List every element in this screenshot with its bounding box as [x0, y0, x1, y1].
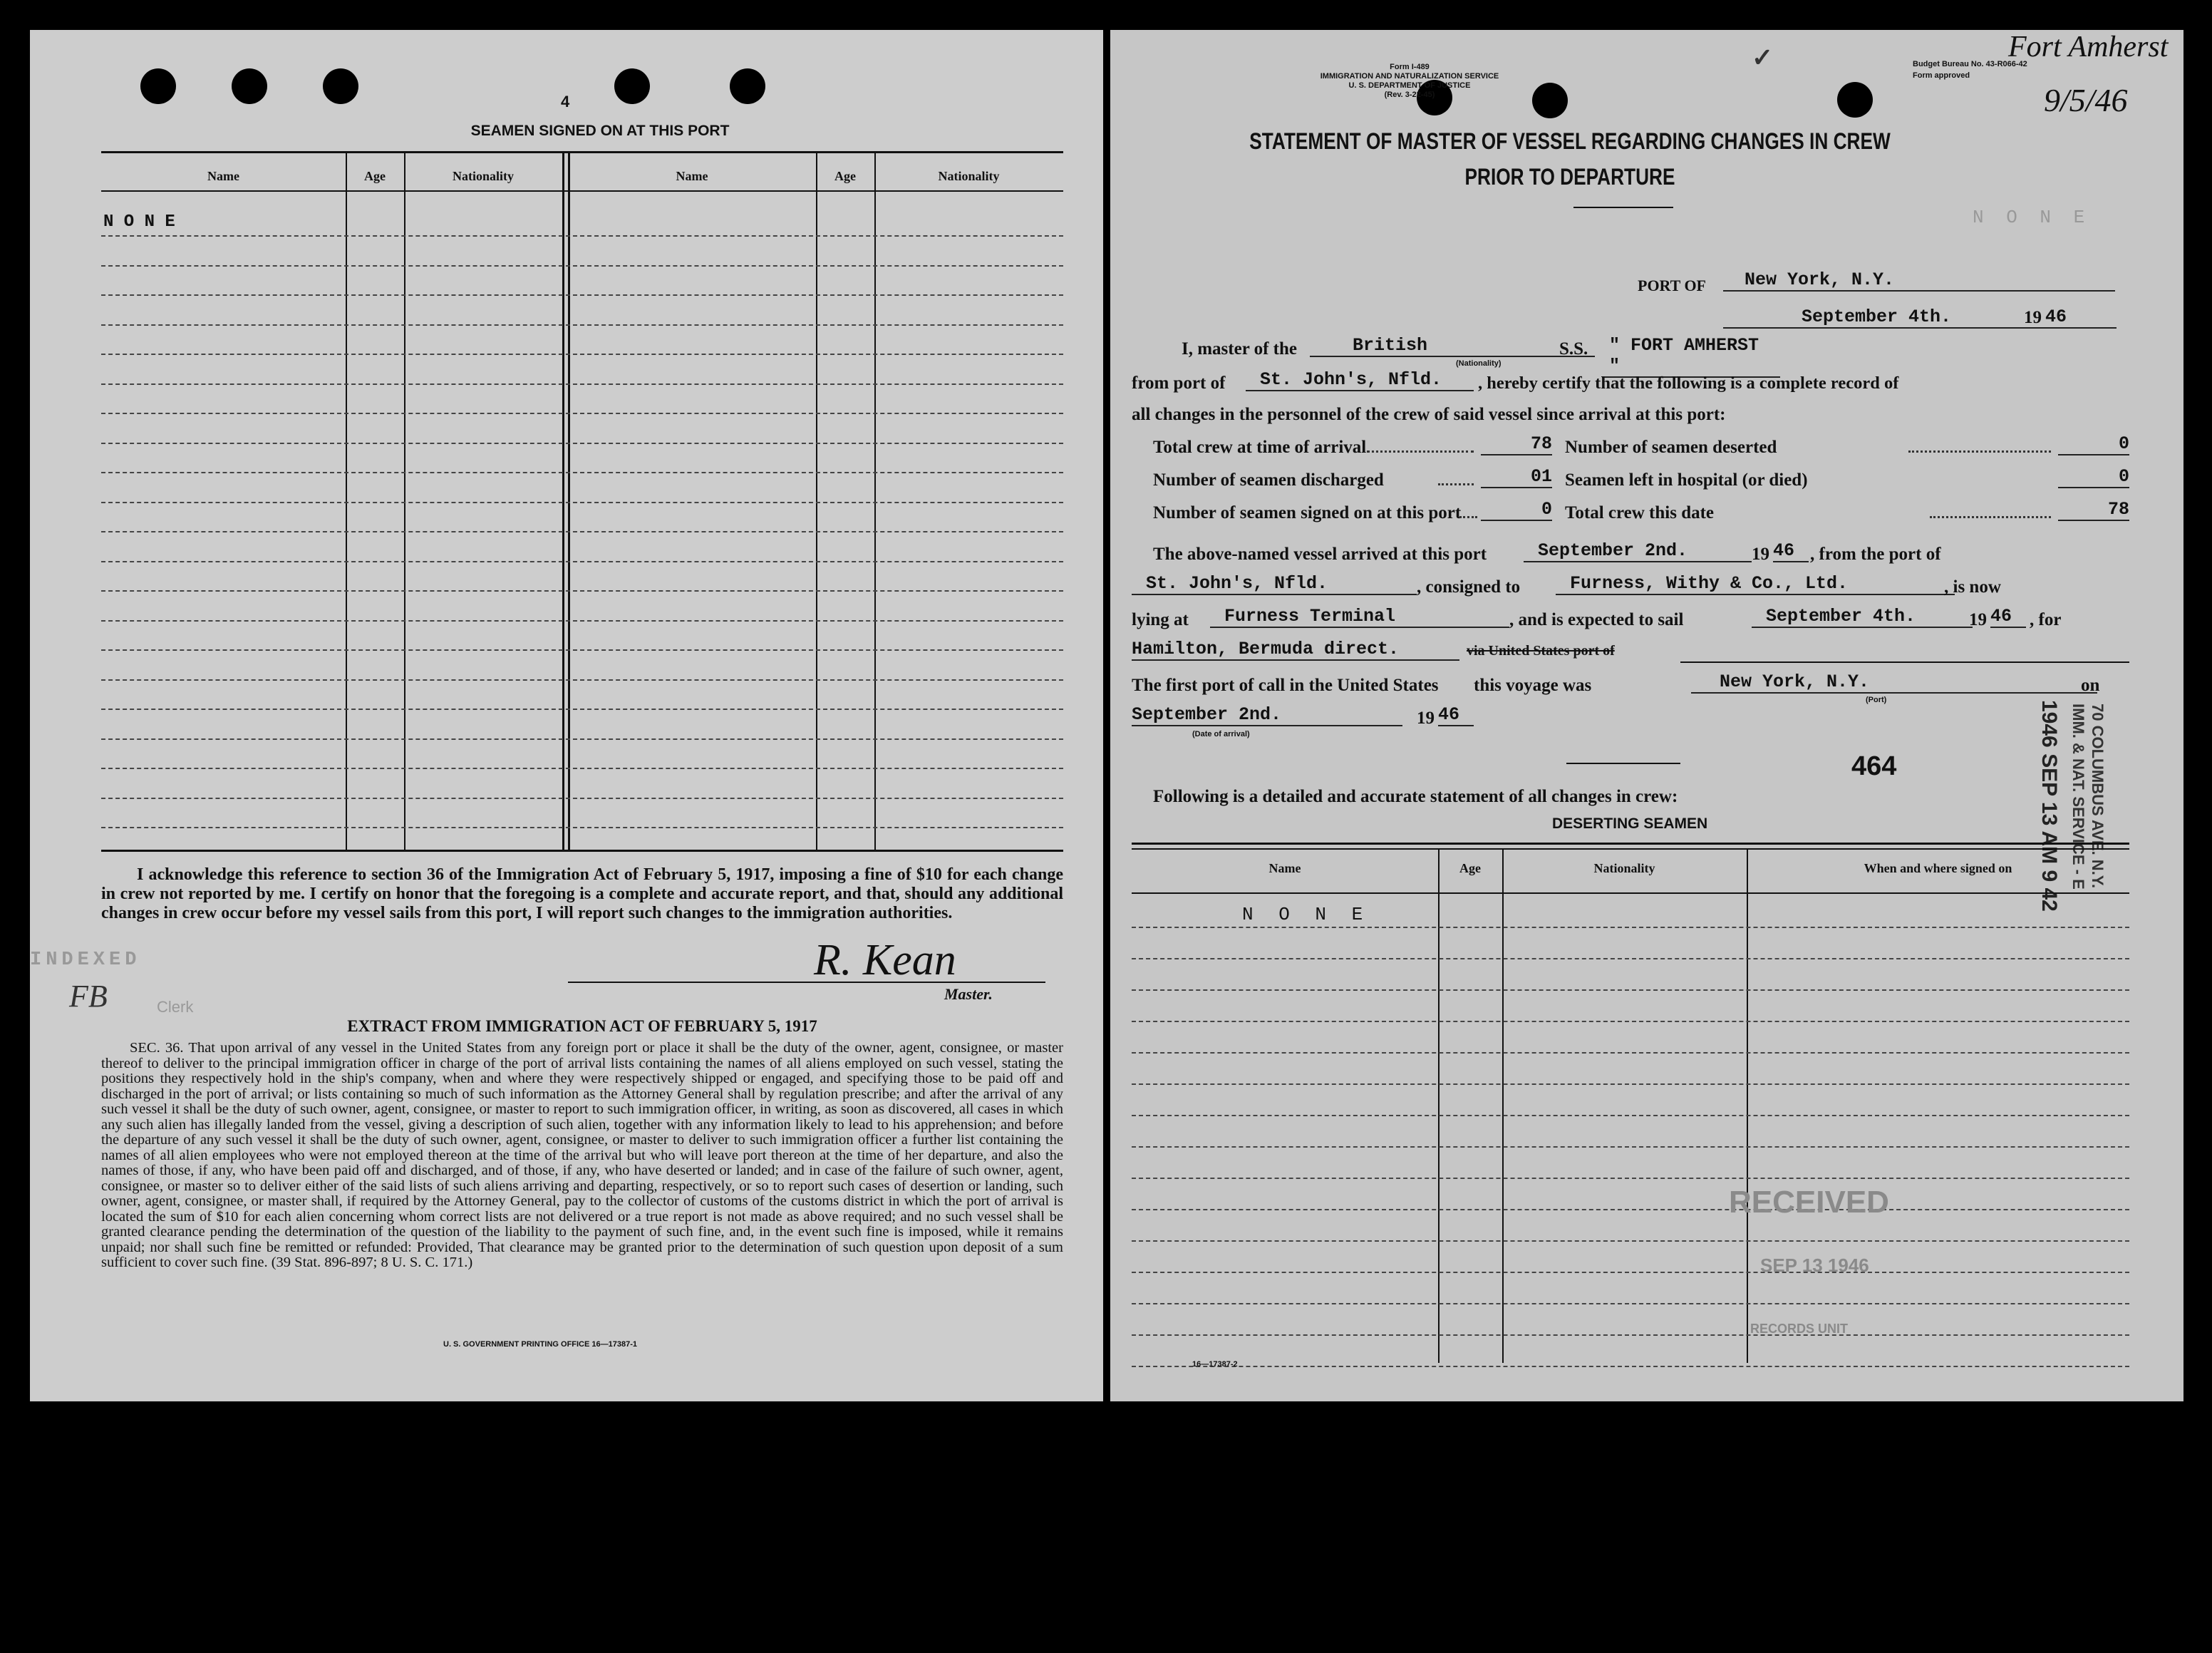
agency-name: IMMIGRATION AND NATURALIZATION SERVICE: [1320, 72, 1499, 81]
table-row: [101, 265, 1063, 267]
total-crew-date-value: 78: [2058, 499, 2129, 521]
consignee-value: Furness, Withy & Co., Ltd.: [1556, 573, 1955, 595]
date-time-stamp: 1946 SEP 13 AM 9 42: [2037, 700, 2061, 912]
stat-label: Number of seamen discharged: [1153, 470, 1384, 490]
table-row: [101, 738, 1063, 740]
consigned-label: , consigned to: [1417, 577, 1521, 597]
column-header-name: Name: [676, 169, 708, 183]
seamen-deserted-value: 0: [2058, 433, 2129, 455]
table-row: [101, 590, 1063, 592]
lying-at-label: lying at: [1132, 610, 1189, 629]
table-row: [101, 235, 1063, 237]
arrived-year-prefix: 19: [1752, 545, 1769, 564]
table-row: [101, 798, 1063, 799]
deserting-table-top: [1132, 843, 2129, 845]
table-row: [101, 413, 1063, 414]
punch-hole: [232, 68, 267, 104]
form-header: [1267, 63, 1552, 100]
on-label: on: [2081, 676, 2100, 695]
indexed-stamp: INDEXED: [30, 949, 141, 971]
document-title: STATEMENT OF MASTER OF VESSEL REGARDING CHANGES IN CREW: [1249, 128, 1891, 154]
form-approved: Form approved: [1913, 71, 1970, 80]
table-row: [101, 768, 1063, 769]
following-text: Following is a detailed and accurate statement of all changes in crew:: [1153, 787, 1678, 806]
arrived-date: September 2nd.: [1524, 540, 1752, 562]
statement-date: September 4th.: [1723, 307, 2094, 329]
section-title: SEAMEN SIGNED ON AT THIS PORT: [470, 123, 730, 139]
table-row: [101, 827, 1063, 828]
deserting-table-top-inner: [1132, 848, 2129, 850]
stat-label: Number of seamen signed on at this port: [1153, 503, 1462, 522]
ship-name: " FORT AMHERST ": [1602, 335, 1780, 378]
seamen-discharged-value: 01: [1481, 466, 1552, 488]
deserting-col-name: Name: [1268, 861, 1301, 875]
records-unit-stamp: RECORDS UNIT: [1750, 1322, 1849, 1336]
port-label: PORT OF: [1638, 277, 1706, 294]
sail-year-prefix: 19: [1969, 610, 1987, 629]
leader-dots: [1908, 450, 2051, 453]
table-row: [1132, 1272, 2129, 1273]
is-now-label: , is now: [1944, 577, 2001, 597]
date-of-arrival-label: (Date of arrival): [1192, 730, 1250, 738]
received-stamp: RECEIVED: [1729, 1185, 1889, 1220]
right-page: [1110, 30, 2183, 1401]
deserting-col-age: Age: [1459, 861, 1481, 875]
sail-date: September 4th.: [1752, 606, 1973, 628]
table-row: [1132, 989, 2129, 991]
extract-text: SEC. 36. That upon arrival of any vessel in the United States from any foreign port or place it shall be the duty of the owner, agent, consignee, or master thereof to deliver to the principal immigration officer in charge of the port of arrival lists containing the names of all aliens employed on such vessel, stating the positions they respectively hold in the ship's company, when and where they were respectively shipped or engaged, and specifying those to be paid off and discharged in the port of arrival; or lists containing so much of such information as the Attorney General shall by regulation prescribe; and after the arrival of any such vessel it shall be the duty of such owner, agent, consignee, or master to report to such immigration officer, in writing, as soon as discovered, all cases in which any such alien has illegally landed from the vessel, giving a description of such alien, together with any information likely to lead to his apprehension; and before the departure of any such vessel it shall be the duty of such owner, agent, consignee, or master to deliver to such immigration officer a further list containing the names of all alien employees who were not employed thereon at the time of the arrival but who will leave port thereon at the time of her departure, and also the names of those, if any, who have been paid off and discharged, and of those, if any, who have deserted or landed; and in case of the failure of such owner, agent, consignee, or master so to deliver either of the said lists of such aliens arriving and departing, respectively, or so to report such cases of desertion or landing, such owner, agent, consignee, or master shall, if required by the Attorney General, pay to the collector of customs of the customs district in which the port of arrival is located the sum of $10 for each alien concerning whom correct lists are not delivered or a true report is not made as above required; and no such vessel shall be granted clearance pending the determination of the question of the liability to the payment of such fine, and, in the event such fine is imposed, while it remains unpaid; nor shall such fine be remitted or refunded: Provided, That clearance may be granted prior to the determination of such question upon deposit of a sum sufficient to cover such fine. (39 Stat. 896-897; 8 U. S. C. 171.): [101, 1040, 1063, 1270]
punch-hole: [140, 68, 176, 104]
leader-dots: [1438, 483, 1474, 485]
first-port-label: The first port of call in the United States: [1132, 676, 1439, 695]
form-number: Form I-489: [1390, 63, 1430, 71]
address-stamp: 70 COLUMBUS AVE. N.Y.: [2089, 704, 2107, 889]
table-row: [101, 502, 1063, 503]
service-stamp: IMM. & NAT. SERVICE - E: [2069, 704, 2087, 890]
faint-none: N O N E: [1973, 207, 2091, 228]
statement-year: 46: [2045, 307, 2117, 329]
stat-label: Number of seamen deserted: [1565, 438, 1777, 457]
acknowledgement-text: I acknowledge this reference to section 36 of the Immigration Act of February 5, 1917, imposing a fine of $10 for each change in crew not reported by me. I certify on honor that the foregoing is a complete and accurate report, and that, should any additional changes in crew occur before my vessel sails from this port, I will report such changes to the immigration authorities.: [101, 865, 1063, 922]
first-year-prefix: 19: [1417, 709, 1435, 728]
table-row: [1132, 1115, 2129, 1116]
leader-dots: [1930, 516, 2051, 518]
punch-hole: [730, 68, 765, 104]
deserting-entry-none: N O N E: [1242, 904, 1370, 925]
first-port-value: New York, N.Y.: [1691, 671, 2097, 694]
separator-rule: [1566, 763, 1680, 764]
table-row: [1132, 1146, 2129, 1148]
table-row: [101, 709, 1063, 710]
table-row: [1132, 1083, 2129, 1085]
via-port-struck: via United States port of: [1467, 643, 1615, 659]
lying-at-value: Furness Terminal: [1210, 606, 1509, 628]
column-header-age: Age: [834, 169, 856, 183]
first-arrival-date: September 2nd.: [1132, 704, 1402, 726]
seamen-signed-on-value: 0: [1481, 499, 1552, 521]
check-mark: ✓: [1752, 43, 1774, 72]
table-row: [101, 561, 1063, 562]
master-of-the-label: I, master of the: [1182, 339, 1297, 359]
port-small-label: (Port): [1866, 696, 1887, 704]
master-label: Master.: [944, 985, 993, 1003]
column-header-nationality: Nationality: [452, 169, 514, 183]
leader-dots: [1459, 516, 1477, 518]
for-label: , for: [2030, 610, 2062, 629]
deserting-col-when-where: When and where signed on: [1864, 861, 2012, 875]
table-row: [101, 383, 1063, 385]
handwritten-reference: 9/5/46: [2044, 82, 2128, 118]
from-port-label: from port of: [1132, 374, 1226, 393]
table-row: [101, 531, 1063, 532]
punch-hole: [1837, 82, 1873, 118]
total-crew-arrival-value: 78: [1481, 433, 1552, 455]
stat-label: Total crew this date: [1565, 503, 1715, 522]
table-row: [1132, 1303, 2129, 1304]
revision-date: (Rev. 3-22-45): [1384, 91, 1435, 99]
from-the-port-label: , from the port of: [1810, 545, 1941, 564]
first-arrival-year: 46: [1438, 704, 1474, 726]
document-subtitle: PRIOR TO DEPARTURE: [1464, 164, 1675, 190]
clerk-initials: FB: [69, 979, 108, 1014]
table-row: [101, 472, 1063, 473]
table-bottom-rule: [101, 850, 1063, 852]
column-header-age: Age: [364, 169, 386, 183]
file-number: 464: [1851, 751, 1897, 781]
column-header-nationality: Nationality: [938, 169, 1000, 183]
table-row: [101, 294, 1063, 296]
column-header-name: Name: [207, 169, 239, 183]
table-row: [101, 620, 1063, 622]
table-row: [1132, 1052, 2129, 1054]
title-rule: [1573, 207, 1673, 208]
certify-text: , hereby certify that the following is a complete record of: [1478, 374, 1899, 393]
page-number: 4: [561, 93, 570, 110]
received-date-stamp: SEP 13 1946: [1760, 1255, 1869, 1276]
hospital-value: 0: [2058, 466, 2129, 488]
deserting-header-rule: [1132, 892, 2129, 894]
clerk-label: Clerk: [157, 998, 194, 1016]
arrived-year: 46: [1773, 540, 1809, 562]
nationality-small-label: (Nationality): [1456, 359, 1502, 368]
year-prefix: 19: [2024, 308, 2042, 327]
punch-hole: [323, 68, 358, 104]
table-row: [1132, 927, 2129, 928]
sail-year: 46: [1990, 606, 2026, 628]
table-row: [1132, 1240, 2129, 1242]
handwritten-ship-name: Fort Amherst: [2008, 31, 2169, 63]
this-voyage-label: this voyage was: [1474, 676, 1592, 695]
certify-text-continued: all changes in the personnel of the crew of said vessel since arrival at this port:: [1132, 405, 1726, 424]
table-row: [1132, 958, 2129, 959]
via-line: [1680, 661, 2129, 663]
table-row: [101, 649, 1063, 651]
printer-line: 16—17387-2: [1192, 1360, 1238, 1369]
stat-label: Total crew at time of arrival: [1153, 438, 1367, 457]
printer-line: U. S. GOVERNMENT PRINTING OFFICE 16—17387-1: [443, 1340, 638, 1349]
table-row: [101, 679, 1063, 681]
destination: Hamilton, Bermuda direct.: [1132, 639, 1459, 661]
table-row: [101, 443, 1063, 444]
table-row: [1132, 1334, 2129, 1336]
table-row: [1132, 1021, 2129, 1022]
from-port-value: St. John's, Nfld.: [1246, 369, 1474, 391]
entry-none: N O N E: [103, 212, 175, 232]
table-row: [101, 324, 1063, 326]
department-name: U. S. DEPARTMENT OF JUSTICE: [1348, 81, 1471, 90]
leader-dots: [1367, 450, 1474, 453]
port-value: New York, N.Y.: [1723, 269, 2115, 292]
deserting-col-nationality: Nationality: [1593, 861, 1655, 875]
arrived-label: The above-named vessel arrived at this port: [1153, 545, 1487, 564]
ss-label: S.S.: [1559, 339, 1588, 359]
arrived-from: St. John's, Nfld.: [1132, 573, 1417, 595]
budget-number: Budget Bureau No. 43-R066-42: [1913, 60, 2027, 68]
table-top-rule: [101, 151, 1063, 153]
extract-title: EXTRACT FROM IMMIGRATION ACT OF FEBRUARY 5, 1917: [347, 1017, 817, 1035]
punch-hole: [614, 68, 650, 104]
left-page: [30, 30, 1103, 1401]
master-signature: R. Kean: [814, 936, 956, 984]
signature-line: [568, 982, 1045, 983]
expected-label: , and is expected to sail: [1509, 610, 1684, 629]
stat-label: Seamen left in hospital (or died): [1565, 470, 1808, 490]
table-header-rule: [101, 190, 1063, 192]
table-row: [101, 354, 1063, 355]
table-row: [1132, 1178, 2129, 1179]
nationality-value: British: [1310, 335, 1595, 357]
table-row: [1132, 1209, 2129, 1210]
deserting-title: DESERTING SEAMEN: [1552, 815, 1708, 832]
table-row: [1132, 1366, 2129, 1367]
